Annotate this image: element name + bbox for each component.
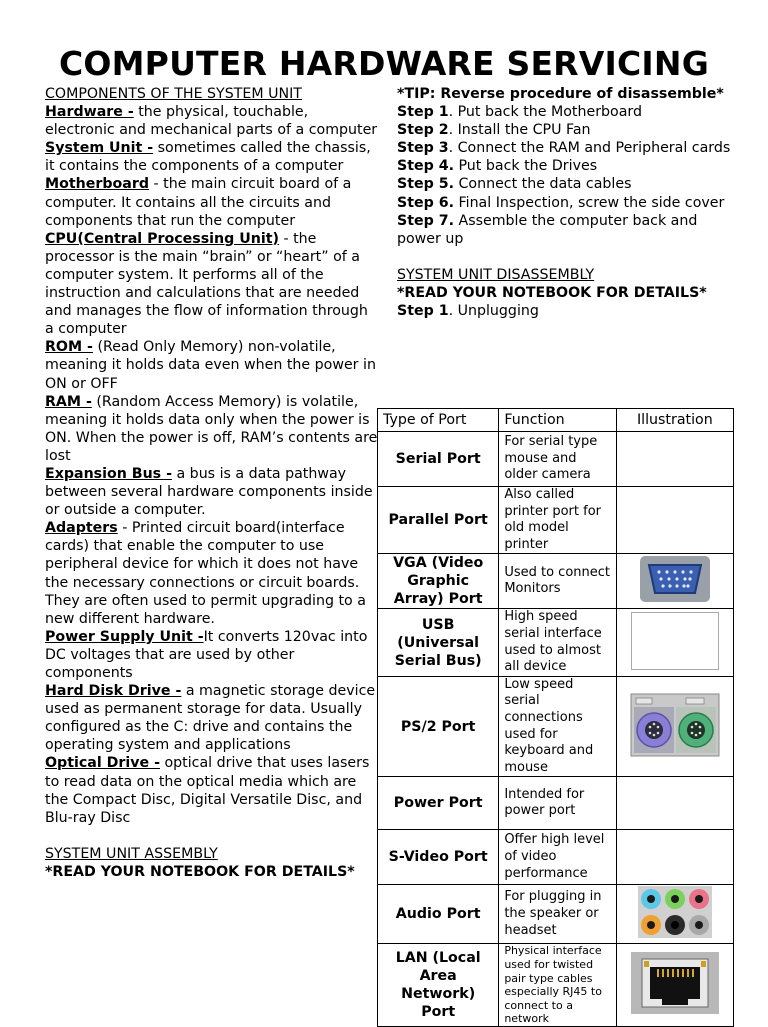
tip-text: *TIP: Reverse procedure of disassemble* bbox=[397, 86, 724, 102]
page-title: COMPUTER HARDWARE SERVICING bbox=[58, 44, 710, 83]
port-name: Serial Port bbox=[378, 432, 499, 487]
port-function: Intended for power port bbox=[499, 777, 616, 830]
step-item bbox=[397, 103, 737, 121]
component-term: Power Supply Unit - bbox=[45, 628, 204, 645]
step-text: Assemble the computer back and power up bbox=[397, 212, 698, 247]
port-function: Offer high level of video performance bbox=[499, 830, 616, 885]
usb-blank-box bbox=[631, 612, 719, 670]
port-illustration bbox=[616, 554, 733, 609]
component-term: CPU(Central Processing Unit) bbox=[45, 230, 279, 247]
step-text: . Unplugging bbox=[448, 303, 539, 320]
step-item bbox=[397, 175, 737, 193]
ports-table bbox=[377, 408, 734, 1027]
port-function: For serial type mouse and older camera bbox=[499, 432, 616, 487]
components-heading: COMPONENTS OF THE SYSTEM UNIT bbox=[45, 86, 302, 102]
step-text: . Install the CPU Fan bbox=[448, 122, 591, 139]
port-name: Audio Port bbox=[378, 885, 499, 944]
component-list bbox=[45, 103, 380, 827]
step-item bbox=[397, 194, 737, 212]
component-item-adapters bbox=[45, 519, 380, 628]
audio-port-icon bbox=[637, 885, 713, 939]
step-label: Step 6. bbox=[397, 194, 454, 211]
right-column bbox=[397, 85, 737, 320]
disassembly-heading: SYSTEM UNIT DISASSEMBLY bbox=[397, 266, 595, 283]
component-term: Hardware - bbox=[45, 104, 134, 121]
step-item bbox=[397, 139, 737, 157]
step-item bbox=[397, 121, 737, 139]
port-name: S-Video Port bbox=[378, 830, 499, 885]
port-name: Power Port bbox=[378, 777, 499, 830]
port-function: For plugging in the speaker or headset bbox=[499, 885, 616, 944]
step-label: Step 1 bbox=[397, 303, 449, 320]
step-label: Step 2 bbox=[397, 122, 449, 139]
component-desc: It converts 120vac into DC voltages that are used by other components bbox=[45, 628, 368, 681]
left-column bbox=[45, 85, 380, 881]
component-item-hdd bbox=[45, 682, 380, 754]
table-row bbox=[378, 609, 734, 676]
component-term: Adapters bbox=[45, 520, 118, 537]
component-term: System Unit - bbox=[45, 140, 154, 157]
step-text: Final Inspection, screw the side cover bbox=[453, 194, 725, 211]
component-desc: - the processor is the main “brain” or “heart” of a computer system. It performs all of the instruction and calculations that are needed and manages the flow of information through a computer bbox=[45, 230, 368, 338]
port-function: Physical interface used for twisted pair type cables especially RJ45 to connect to a network bbox=[499, 944, 616, 1027]
port-name: PS/2 Port bbox=[378, 676, 499, 777]
step-label: Step 1 bbox=[397, 104, 449, 121]
step-label: Step 5. bbox=[397, 176, 454, 193]
port-function: Used to connect Monitors bbox=[499, 554, 616, 609]
component-term: Optical Drive - bbox=[45, 755, 160, 772]
lan-port-icon bbox=[630, 951, 720, 1015]
header-function: Function bbox=[499, 409, 616, 432]
table-row bbox=[378, 944, 734, 1027]
port-illustration-empty bbox=[616, 487, 733, 554]
step-text: . Put back the Motherboard bbox=[448, 104, 643, 121]
port-function: High speed serial interface used to almost all device bbox=[499, 609, 616, 676]
component-term: Hard Disk Drive - bbox=[45, 683, 182, 700]
port-illustration bbox=[616, 885, 733, 944]
table-row bbox=[378, 432, 734, 487]
step-label: Step 3 bbox=[397, 140, 449, 157]
table-row bbox=[378, 777, 734, 830]
port-illustration-empty bbox=[616, 830, 733, 885]
component-desc: a magnetic storage device used as permanent storage for data. Usually configured as the C: drive and contains the operating system and applications bbox=[45, 683, 376, 754]
port-name: USB (Universal Serial Bus) bbox=[378, 609, 499, 676]
component-desc: optical drive that uses lasers to read data on the optical media which are the Compact Disc, Digital Versatile Disc, and Blu-ray Disc bbox=[45, 755, 370, 826]
step-text: . Connect the RAM and Peripheral cards bbox=[448, 140, 731, 157]
table-row bbox=[378, 487, 734, 554]
step-label: Step 7. bbox=[397, 212, 454, 229]
component-term: ROM - bbox=[45, 339, 93, 356]
header-type-of-port: Type of Port bbox=[378, 409, 499, 432]
port-illustration bbox=[616, 609, 733, 676]
step-label: Step 4. bbox=[397, 158, 454, 175]
port-illustration-empty bbox=[616, 777, 733, 830]
component-desc: (Read Only Memory) non-volatile, meaning it holds data even when the power in ON or OFF bbox=[45, 339, 376, 392]
step-item bbox=[397, 157, 737, 175]
port-name: LAN (Local Area Network) Port bbox=[378, 944, 499, 1027]
table-row bbox=[378, 830, 734, 885]
port-function: Low speed serial connections used for keyboard and mouse bbox=[499, 676, 616, 777]
component-item-expansion-bus bbox=[45, 465, 380, 519]
port-function: Also called printer port for old model printer bbox=[499, 487, 616, 554]
component-term: RAM - bbox=[45, 393, 92, 410]
step-item bbox=[397, 212, 737, 248]
component-item-system-unit bbox=[45, 139, 380, 175]
component-desc: - the main circuit board of a computer. It contains all the circuits and components that run the computer bbox=[45, 176, 352, 229]
port-name: VGA (Video Graphic Array) Port bbox=[378, 554, 499, 609]
step-text: Connect the data cables bbox=[453, 176, 632, 193]
assembly-heading: SYSTEM UNIT ASSEMBLY bbox=[45, 845, 218, 862]
component-item-hardware bbox=[45, 103, 380, 139]
component-desc: the physical, touchable, electronic and mechanical parts of a computer bbox=[45, 104, 378, 139]
port-illustration bbox=[616, 944, 733, 1027]
port-illustration-empty bbox=[616, 432, 733, 487]
ps2-port-icon bbox=[630, 693, 720, 757]
port-illustration bbox=[616, 676, 733, 777]
component-desc: (Random Access Memory) is volatile, meaning it holds data only when the power is ON. When the power is off, RAM’s contents are lost bbox=[45, 393, 378, 464]
component-desc: sometimes called the chassis, it contains the components of a computer bbox=[45, 140, 371, 175]
disassembly-step bbox=[397, 302, 737, 320]
disassembly-note: *READ YOUR NOTEBOOK FOR DETAILS* bbox=[397, 284, 707, 301]
assembly-steps bbox=[397, 103, 737, 248]
component-item-cpu bbox=[45, 230, 380, 339]
table-row bbox=[378, 885, 734, 944]
assembly-note: *READ YOUR NOTEBOOK FOR DETAILS* bbox=[45, 863, 355, 880]
table-row bbox=[378, 676, 734, 777]
component-item-rom bbox=[45, 338, 380, 392]
component-item-psu bbox=[45, 628, 380, 682]
component-item-motherboard bbox=[45, 175, 380, 229]
port-name: Parallel Port bbox=[378, 487, 499, 554]
component-term: Expansion Bus - bbox=[45, 465, 172, 482]
step-text: Put back the Drives bbox=[453, 158, 598, 175]
component-item-ram bbox=[45, 393, 380, 465]
component-term: Motherboard bbox=[45, 176, 149, 193]
header-illustration: Illustration bbox=[616, 409, 733, 432]
component-item-optical-drive bbox=[45, 754, 380, 826]
table-header-row bbox=[378, 409, 734, 432]
component-desc: - Printed circuit board(interface cards) that enable the computer to use peripheral device for which it does not have the necessary connections or circuit boards. They are often used to permit upgrading to a new different hardware. bbox=[45, 520, 366, 627]
table-row bbox=[378, 554, 734, 609]
component-desc: a bus is a data pathway between several hardware components inside or outside a computer. bbox=[45, 465, 373, 519]
vga-port-icon bbox=[639, 555, 711, 603]
